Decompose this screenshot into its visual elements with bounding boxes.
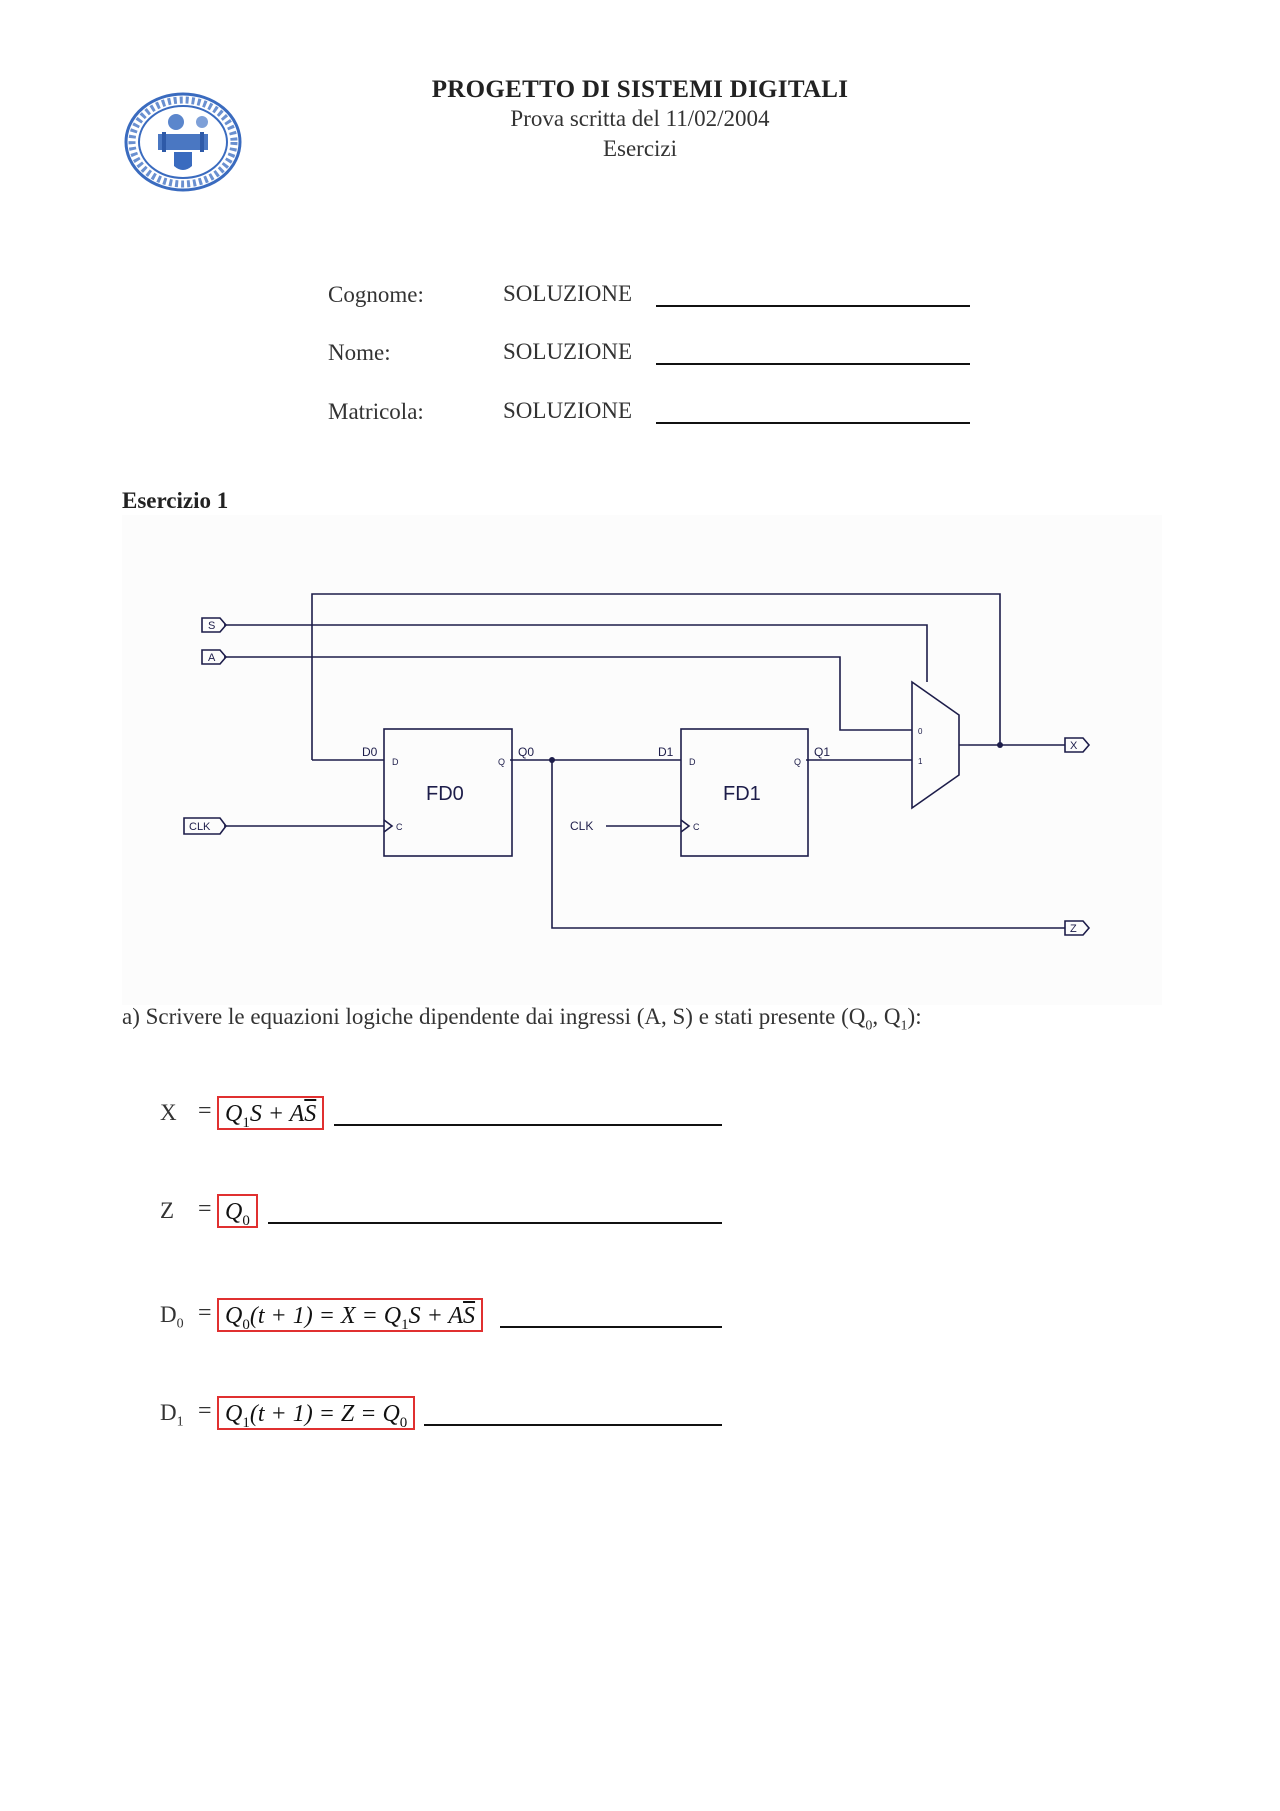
mux-in0-label: 0 bbox=[918, 727, 923, 736]
multiplexer bbox=[912, 682, 959, 808]
name-label: Nome: bbox=[328, 340, 391, 365]
ff0-pin-c: C bbox=[396, 822, 403, 832]
name-value: SOLUZIONE bbox=[503, 339, 633, 364]
id-value: SOLUZIONE bbox=[503, 398, 633, 423]
ff0-pin-q: Q bbox=[498, 757, 506, 767]
eq-d1-equals: = bbox=[198, 1398, 212, 1424]
q1-label: Q1 bbox=[814, 745, 831, 759]
port-x-label: X bbox=[1070, 740, 1078, 752]
eq-z-line bbox=[268, 1222, 722, 1224]
eq-x-equals: = bbox=[198, 1098, 212, 1124]
exam-date: Prova scritta del 11/02/2004 bbox=[510, 106, 770, 131]
exercise-heading: Esercizio 1 bbox=[122, 488, 229, 513]
eq-x-label: X bbox=[160, 1100, 177, 1125]
port-s-label: S bbox=[208, 620, 216, 632]
eq-z-label: Z bbox=[160, 1198, 175, 1223]
id-label: Matricola: bbox=[328, 399, 424, 424]
university-seal bbox=[124, 92, 242, 192]
s-wire bbox=[224, 625, 927, 682]
ff0-pin-d: D bbox=[392, 757, 399, 767]
surname-line bbox=[656, 305, 970, 307]
ff1-name: FD1 bbox=[723, 783, 761, 805]
surname-label: Cognome: bbox=[328, 282, 424, 307]
q0-label: Q0 bbox=[518, 745, 535, 759]
id-line bbox=[656, 422, 970, 424]
port-a-label: A bbox=[208, 652, 216, 664]
document-title: PROGETTO DI SISTEMI DIGITALI bbox=[431, 76, 849, 103]
eq-d1-answer: $Q_1(t + 1) = Z = Q_0$ bbox=[217, 1396, 415, 1430]
d1-label: D1 bbox=[658, 745, 674, 759]
port-clk-label: CLK bbox=[189, 821, 211, 833]
surname-value: SOLUZIONE bbox=[503, 281, 633, 306]
port-z-label: Z bbox=[1070, 923, 1077, 935]
question-a: a) Scrivere le equazioni logiche dipendente dai ingressi (A, S) e stati presente ($Q_0$, $Q_1$): bbox=[122, 1004, 922, 1034]
ff0-name: FD0 bbox=[426, 783, 464, 805]
eq-d0-label: $D_0$ bbox=[160, 1302, 184, 1332]
eq-x-line bbox=[334, 1124, 722, 1126]
eq-d0-equals: = bbox=[198, 1300, 212, 1326]
eq-x-answer: $Q_1S + A\overline{S}$ bbox=[217, 1096, 324, 1130]
eq-z-answer: $Q_0$ bbox=[217, 1194, 258, 1228]
ff1-pin-d: D bbox=[689, 757, 696, 767]
port-z bbox=[1065, 921, 1089, 935]
eq-z-equals: = bbox=[198, 1196, 212, 1222]
ff1-pin-q: Q bbox=[794, 757, 802, 767]
circuit-diagram bbox=[122, 515, 1162, 1005]
eq-d1-label: $D_1$ bbox=[160, 1400, 184, 1430]
eq-d0-answer: $Q_0(t + 1) = X = Q_1S + A\overline{S}$ bbox=[217, 1298, 483, 1332]
d0-label: D0 bbox=[362, 745, 378, 759]
a-wire bbox=[224, 657, 912, 730]
eq-d1-line bbox=[424, 1424, 722, 1426]
name-line bbox=[656, 363, 970, 365]
mux-in1-label: 1 bbox=[918, 757, 923, 766]
eq-d0-line bbox=[500, 1326, 722, 1328]
section-name: Esercizi bbox=[602, 136, 678, 161]
ff1-pin-c: C bbox=[693, 822, 700, 832]
clk-internal-label: CLK bbox=[570, 819, 594, 833]
